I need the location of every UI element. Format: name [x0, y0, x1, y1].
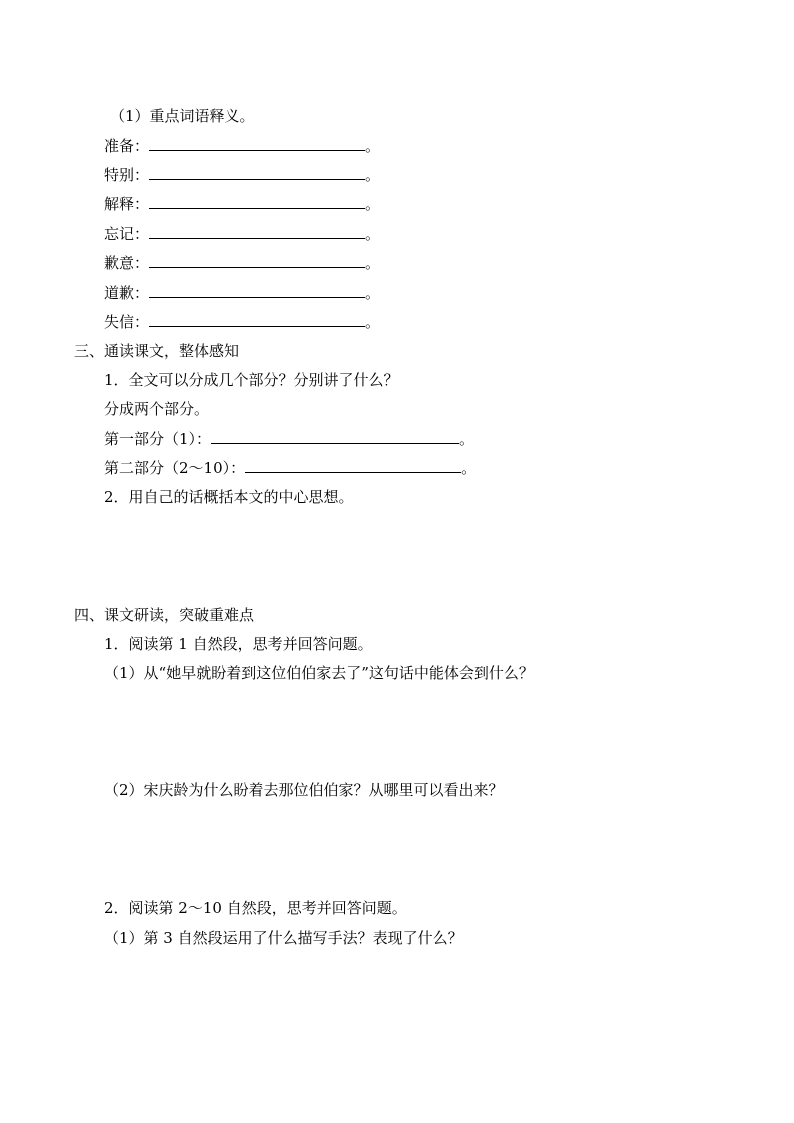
period: 。	[365, 284, 381, 302]
vocab-item	[104, 283, 380, 303]
vocab-item	[104, 224, 380, 244]
answer-blank[interactable]	[149, 165, 365, 180]
answer-blank[interactable]	[245, 458, 461, 473]
vocab-term: 失信：	[104, 313, 150, 331]
vocab-item	[104, 194, 380, 214]
part-label: 第二部分（2～10）：	[104, 459, 246, 477]
period: 。	[461, 459, 477, 477]
vocab-instruction: （1）重点词语释义。	[110, 107, 255, 125]
section-heading: 四、课文研读，突破重难点	[74, 606, 255, 624]
sub-question: （1）从“她早就盼着到这位伯伯家去了”这句话中能体会到什么？	[104, 664, 534, 682]
section-heading: 三、通读课文，整体感知	[74, 342, 240, 360]
answer-blank[interactable]	[149, 136, 365, 151]
period: 。	[365, 195, 381, 213]
vocab-item	[104, 312, 380, 332]
question: 2．用自己的话概括本文的中心思想。	[104, 488, 354, 506]
period: 。	[459, 430, 475, 448]
period: 。	[365, 254, 381, 272]
answer-blank[interactable]	[149, 283, 365, 298]
period: 。	[365, 137, 381, 155]
answer-blank[interactable]	[149, 194, 365, 209]
period: 。	[365, 166, 381, 184]
vocab-item	[104, 165, 380, 185]
sub-question: （1）第 3 自然段运用了什么描写手法？表现了什么？	[104, 929, 463, 947]
vocab-term: 道歉：	[104, 284, 150, 302]
vocab-item	[104, 136, 380, 156]
question: 1．全文可以分成几个部分？分别讲了什么？	[104, 371, 399, 389]
vocab-term: 特别：	[104, 166, 150, 184]
vocab-term: 准备：	[104, 137, 150, 155]
vocab-term: 歉意：	[104, 254, 150, 272]
question: 2．阅读第 2～10 自然段，思考并回答问题。	[104, 899, 407, 917]
answer-blank[interactable]	[149, 253, 365, 268]
sub-question: （2）宋庆龄为什么盼着去那位伯伯家？从哪里可以看出来？	[104, 781, 504, 799]
period: 。	[365, 313, 381, 331]
period: 。	[365, 225, 381, 243]
vocab-item	[104, 253, 380, 273]
vocab-term: 解释：	[104, 195, 150, 213]
answer-blank[interactable]	[211, 429, 459, 444]
part-label: 第一部分（1）：	[104, 430, 212, 448]
part-two-line	[104, 458, 476, 478]
answer-blank[interactable]	[149, 224, 365, 239]
part-one-line	[104, 429, 474, 449]
answer-text: 分成两个部分。	[104, 400, 210, 418]
answer-blank[interactable]	[149, 312, 365, 327]
question: 1．阅读第 1 自然段，思考并回答问题。	[104, 635, 373, 653]
vocab-term: 忘记：	[104, 225, 150, 243]
